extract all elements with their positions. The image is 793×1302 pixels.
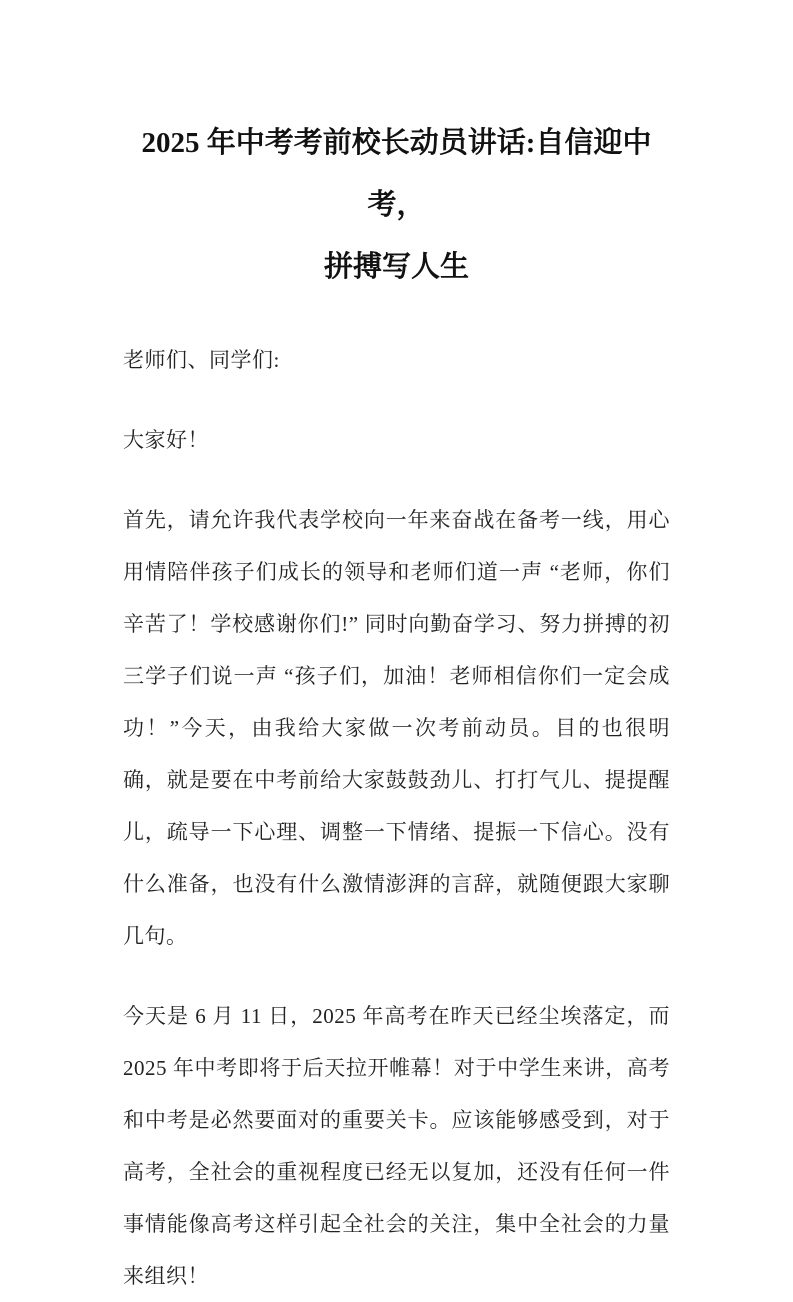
document-title-line-1: 2025 年中考考前校长动员讲话:自信迎中考， <box>141 127 652 221</box>
paragraph-thanks-and-purpose: 首先，请允许我代表学校向一年来奋战在备考一线，用心用情陪伴孩子们成长的领导和老师们道一声 “老师，你们辛苦了！学校感谢你们!” 同时向勤奋学习、努力拼搏的初三学子们说一声 “孩子们，加油！老师相信你们一定会成功！”今天，由我给大家做一次考前动员。目的也很明确，就是要在中考前给大家鼓鼓劲儿、打打气儿、提提醒儿，疏导一下心理、调整一下情绪、提振一下信心。没有什么准备，也没有什么激情澎湃的言辞，就随便跟大家聊几句。 <box>123 508 670 948</box>
document-body <box>123 334 670 1302</box>
paragraph-salutation: 老师们、同学们: <box>123 348 280 372</box>
paragraph-greeting: 大家好！ <box>123 428 209 452</box>
document-title-line-2: 拼搏写人生 <box>323 251 469 283</box>
paragraph-exam-dates: 今天是 6 月 11 日，2025 年高考在昨天已经尘埃落定，而 2025 年中考即将于后天拉开帷幕！对于中学生来讲，高考和中考是必然要面对的重要关卡。应该能够感受到，对于高考，全社会的重视程度已经无以复加，还没有任何一件事情能像高考这样引起全社会的关注，集中全社会的力量来组织！ <box>123 1004 670 1288</box>
document-title <box>123 112 670 298</box>
